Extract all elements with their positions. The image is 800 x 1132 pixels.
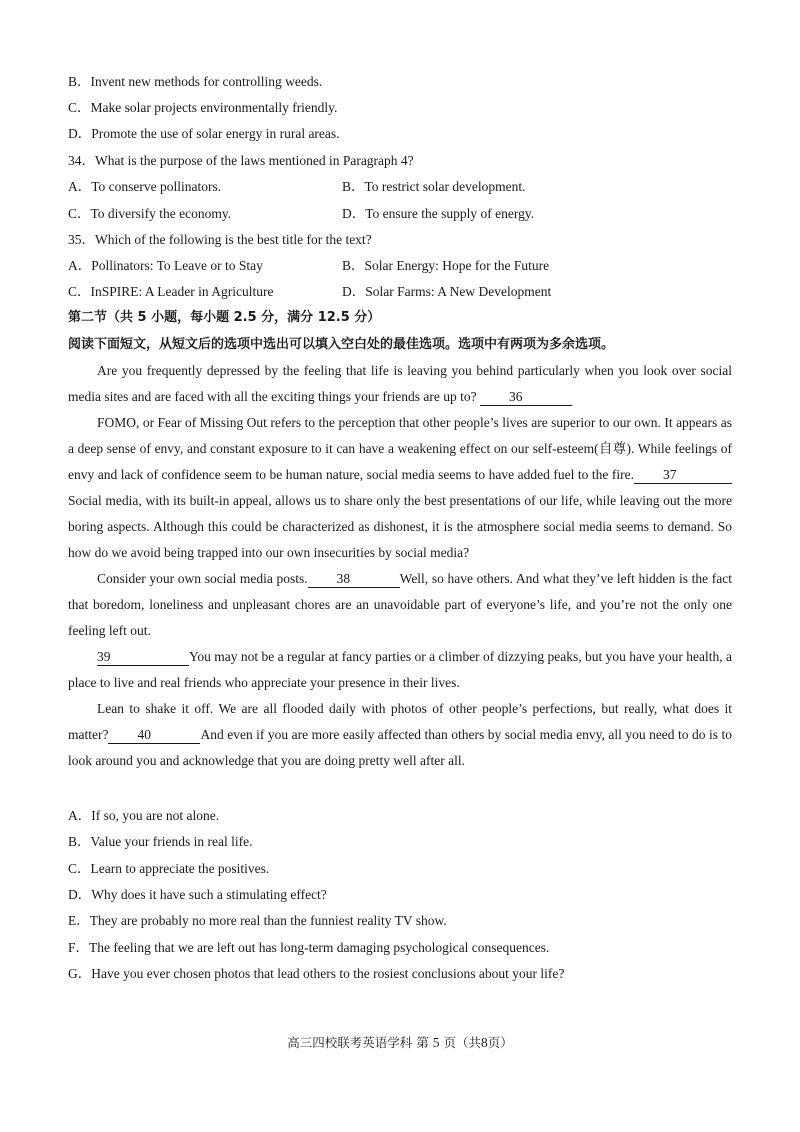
- blank-38: 38: [308, 571, 400, 588]
- q34-option-c: C．To diversify the economy.: [68, 206, 232, 221]
- option-a: A．If so, you are not alone.: [68, 808, 220, 823]
- q34-option-a: A．To conserve pollinators.: [68, 179, 222, 194]
- paragraph-3-text-b: Well, so have others. And what they’ve left hidden is the fact that boredom, loneliness and unpleasant chores are an unavoidable part of everyone’s life, and you’re not the only one feeling left out.: [68, 571, 732, 638]
- option-b: B．Value your friends in real life.: [68, 834, 253, 849]
- paragraph-5: [68, 696, 732, 774]
- footer-suffix: 页）: [487, 1035, 513, 1050]
- option-f: F．The feeling that we are left out has long-term damaging psychological consequences.: [68, 940, 550, 955]
- paragraph-1: [68, 358, 732, 410]
- q34-option-b: B．To restrict solar development.: [342, 179, 526, 194]
- section-heading: 第二节（共 5 小题，每小题 2.5 分，满分 12.5 分）: [68, 310, 381, 325]
- option-g: G．Have you ever chosen photos that lead others to the rosiest conclusions about your life?: [68, 966, 565, 981]
- option-c: C．Learn to appreciate the positives.: [68, 861, 270, 876]
- q35-stem: 35．Which of the following is the best title for the text?: [68, 232, 372, 247]
- q34-option-d: D．To ensure the supply of energy.: [342, 206, 535, 221]
- paragraph-2-text-b: Social media, with its built-in appeal, allows us to share only the best presentations of our life, while leaving out the more boring aspects. Although this could be characterized as dishonest, it is the atmosphere social media seems to demand. So how do we avoid being trapped into our own insecurities by social media?: [68, 493, 732, 560]
- paragraph-2: [68, 410, 732, 566]
- paragraph-3-text-a: Consider your own social media posts.: [97, 571, 308, 586]
- q33-option-c: C．Make solar projects environmentally friendly.: [68, 100, 338, 115]
- paragraph-1-text: Are you frequently depressed by the feeling that life is leaving you behind particularly when you look over social media sites and are faced with all the exciting things your friends are up to?: [68, 363, 732, 404]
- q34-stem: 34．What is the purpose of the laws mentioned in Paragraph 4?: [68, 153, 414, 168]
- paragraph-4-text: You may not be a regular at fancy parties or a climber of dizzying peaks, but you have your health, a place to live and real friends who appreciate your presence in their lives.: [68, 649, 732, 690]
- q35-option-a: A．Pollinators: To Leave or to Stay: [68, 258, 263, 273]
- q35-option-d: D．Solar Farms: A New Development: [342, 284, 552, 299]
- paragraph-5-text-b: And even if you are more easily affected than others by social media envy, all you need to do is to look around you and acknowledge that you are doing pretty well after all.: [68, 727, 732, 768]
- paragraph-3: [68, 566, 732, 644]
- footer-prefix: 高三四校联考英语学科 第: [287, 1035, 429, 1050]
- q33-option-b: B．Invent new methods for controlling weeds.: [68, 74, 323, 89]
- option-e: E．They are probably no more real than the funniest reality TV show.: [68, 913, 447, 928]
- footer-total-pages: 8: [480, 1035, 488, 1050]
- q33-option-d: D．Promote the use of solar energy in rural areas.: [68, 126, 340, 141]
- q35-option-c: C．InSPIRE: A Leader in Agriculture: [68, 284, 274, 299]
- blank-37: 37: [634, 467, 732, 484]
- section-instruction: 阅读下面短文，从短文后的选项中选出可以填入空白处的最佳选项。选项中有两项为多余选项。: [68, 337, 615, 352]
- q35-option-b: B．Solar Energy: Hope for the Future: [342, 258, 550, 273]
- footer-mid: 页（共: [443, 1035, 481, 1050]
- paragraph-5-text-a: Lean to shake it off. We are all flooded daily with photos of other people’s perfections, but really, what does it matter?: [68, 701, 732, 742]
- paragraph-4: [68, 644, 732, 696]
- blank-36: 36: [480, 389, 572, 406]
- page-footer: [0, 1033, 800, 1051]
- option-d: D．Why does it have such a stimulating effect?: [68, 887, 327, 902]
- blank-40: 40: [108, 727, 200, 744]
- paragraph-2-text-a: FOMO, or Fear of Missing Out refers to the perception that other people’s lives are superior to our own. It appears as a deep sense of envy, and constant exposure to it can have a weakening effect on our self-esteem(自尊). While feelings of envy and lack of confidence seem to be human nature, social media seems to have added fuel to the fire.: [68, 415, 732, 482]
- footer-page-number: 5: [432, 1035, 440, 1050]
- passage: [68, 358, 732, 774]
- blank-39: 39: [97, 649, 189, 666]
